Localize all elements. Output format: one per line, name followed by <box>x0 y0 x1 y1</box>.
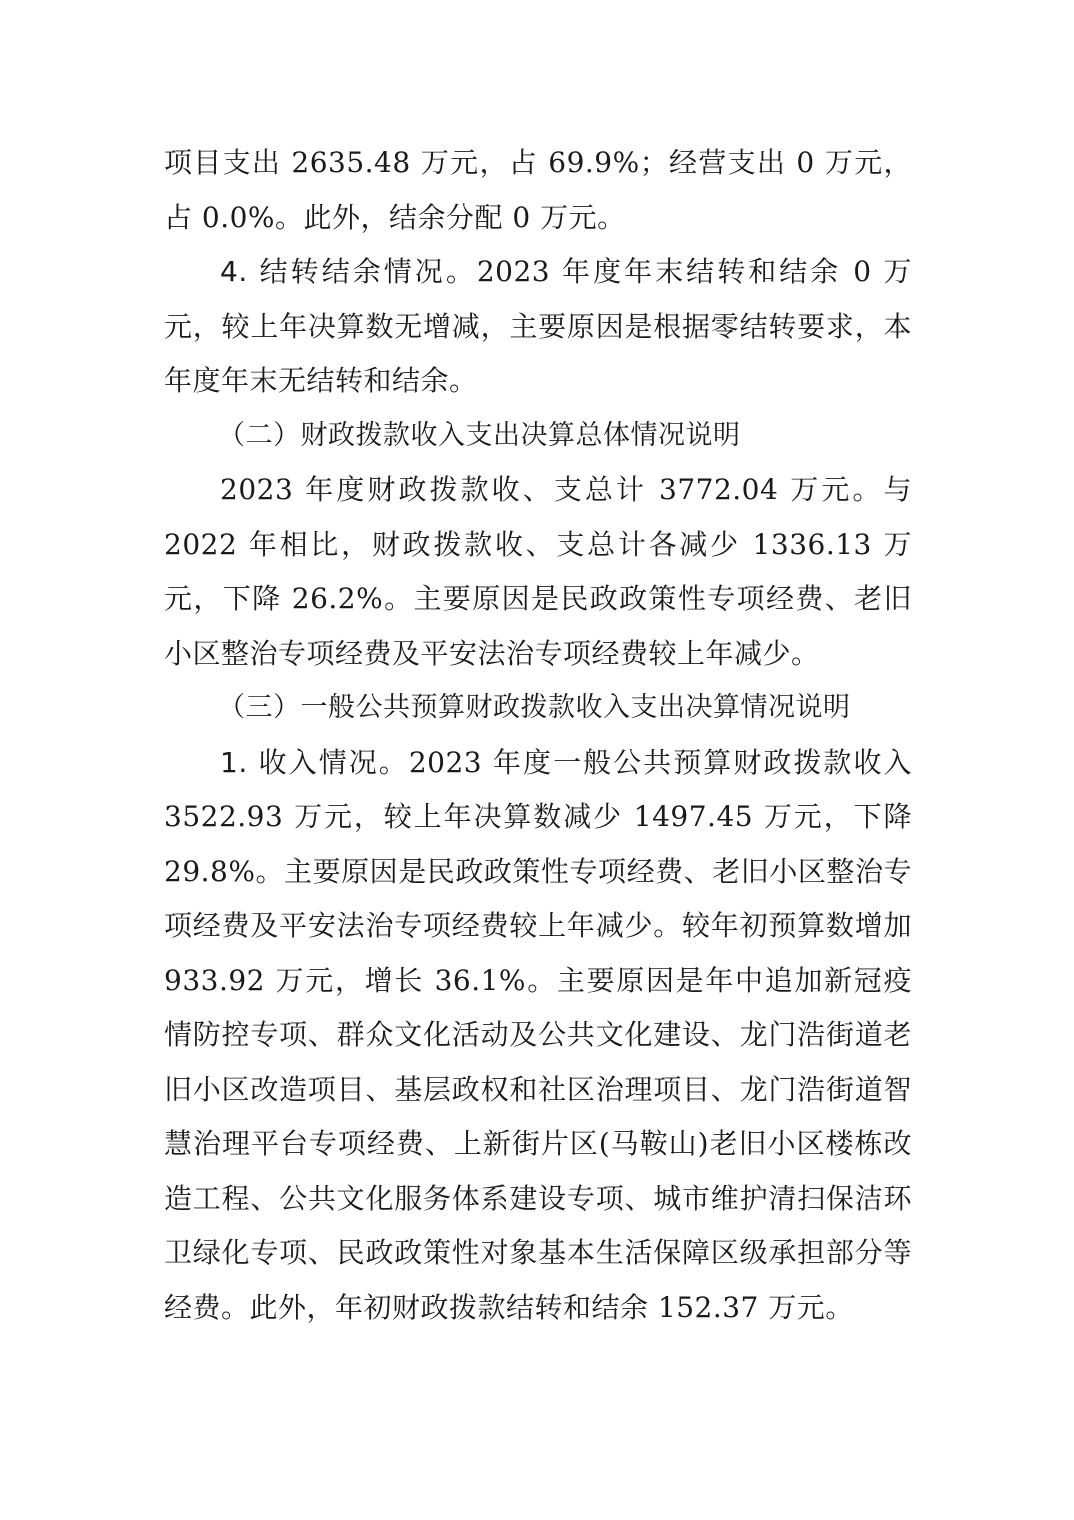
carryover-lead: 4. 结转结余情况。 <box>220 255 477 288</box>
paragraph-expenditure-summary: 项目支出 2635.48 万元，占 69.9%；经营支出 0 万元，占 0.0%。此外，结余分配 0 万元。 <box>164 146 912 234</box>
income-body: 2023 年度一般公共预算财政拨款收入 3522.93 万元，较上年决算数减少 1497.45 万元，下降 29.8%。主要原因是民政政策性专项经费、老旧小区整治专项经费及平安法治专项经费较上年减少。较年初预算数增加 933.92 万元，增长 36.1%。主要原因是年中追加新冠疫情防控专项、群众文化活动及公共文化建设、龙门浩街道老旧小区改造项目、基层政权和社区治理项目、龙门浩街道智慧治理平台专项经费、上新街片区(马鞍山)老旧小区楼栋改造工程、公共文化服务体系建设专项、城市维护清扫保洁环卫绿化专项、民政政策性对象基本生活保障区级承担部分等经费。此外，年初财政拨款结转和结余 152.37 万元。 <box>164 745 912 1324</box>
income-lead: 1. 收入情况。 <box>220 745 409 779</box>
section-heading-3: （三）一般公共预算财政拨款收入支出决算情况说明 <box>218 692 851 723</box>
carryover-body: 2023 年度年末结转和结余 0 万元，较上年决算数无增减，主要原因是根据零结转要求，本年度年末无结转和结余。 <box>164 255 912 397</box>
section-heading-2: （二）财政拨款收入支出决算总体情况说明 <box>218 419 741 451</box>
paragraph-carryover <box>164 245 912 409</box>
paragraph-income <box>164 736 912 1336</box>
document-body <box>164 136 912 1335</box>
paragraph-fiscal-total: 2023 年度财政拨款收、支总计 3772.04 万元。与 2022 年相比，财政拨款收、支总计各减少 1336.13 万元，下降 26.2%。主要原因是民政政策性专项经费、老旧小区整治专项经费及平安法治专项经费较上年减少。 <box>164 473 912 670</box>
